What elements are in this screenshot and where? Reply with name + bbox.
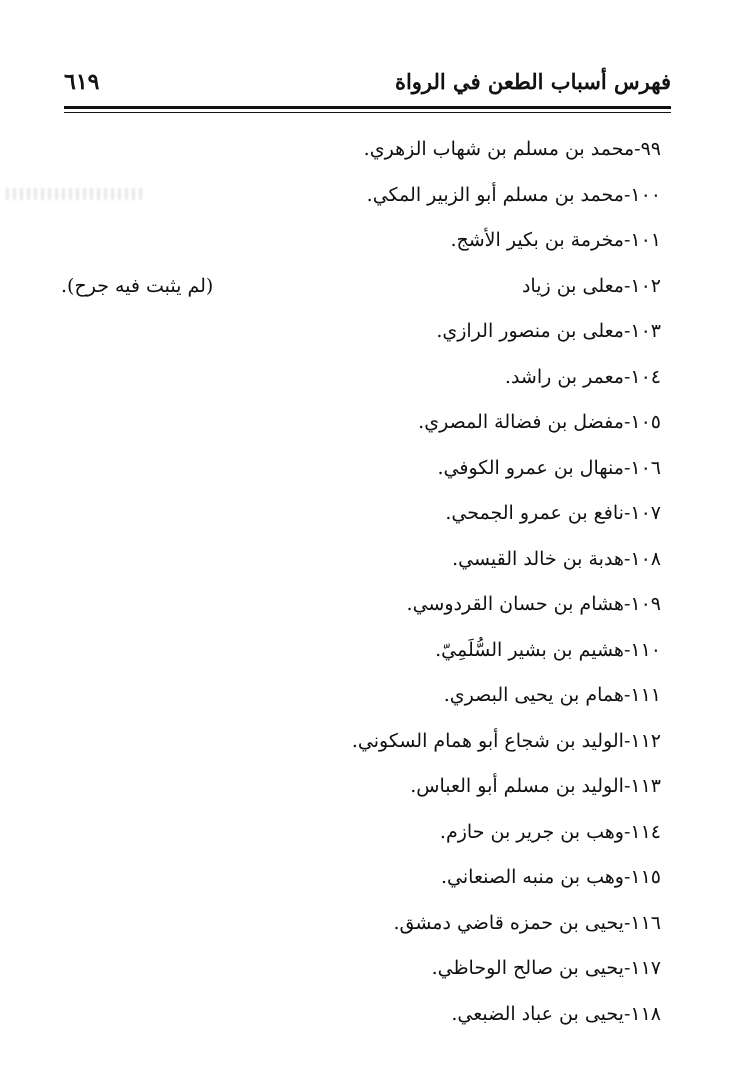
entry-text: ١٠٦-منهال بن عمرو الكوفي. <box>437 456 661 479</box>
running-head <box>64 62 671 102</box>
running-head-title: فهرس أسباب الطعن في الرواة <box>394 69 671 94</box>
entry-text: ١٠٠-محمد بن مسلم أبو الزبير المكي. <box>366 183 661 206</box>
entry-text: ١١٠-هشيم بن بشير السُّلَمِيّ. <box>435 638 661 661</box>
entry-text: ١١١-همام بن يحيى البصري. <box>443 684 661 706</box>
index-entry <box>61 355 661 401</box>
entry-text: ٩٩-محمد بن مسلم بن شهاب الزهري. <box>363 138 661 160</box>
index-entry <box>61 537 661 583</box>
index-entry <box>61 309 661 355</box>
entry-text: ١١٦-يحيى بن حمزه قاضي دمشق. <box>393 911 661 934</box>
entry-text: ١١٣-الوليد بن مسلم أبو العباس. <box>410 775 661 797</box>
index-entry <box>61 719 661 765</box>
index-entry <box>61 628 661 674</box>
index-entry <box>61 946 661 992</box>
entry-text: ١٠٢-معلى بن زياد <box>521 274 661 297</box>
index-entry <box>61 491 661 537</box>
index-entry <box>61 264 661 310</box>
index-entry <box>61 992 661 1038</box>
page-number: ٦١٩ <box>64 69 100 95</box>
entry-text: ١٠٤-معمر بن راشد. <box>504 365 661 388</box>
index-entry <box>61 810 661 856</box>
index-entry <box>61 218 661 264</box>
entry-text: ١١٢-الوليد بن شجاع أبو همام السكوني. <box>351 729 661 752</box>
entry-text: ١١٨-يحيى بن عباد الضبعي. <box>451 1002 661 1025</box>
narrator-index-list <box>61 127 661 1037</box>
index-entry <box>61 400 661 446</box>
index-entry <box>61 764 661 810</box>
entry-text: ١١٥-وهب بن منبه الصنعاني. <box>441 866 661 888</box>
entry-text: ١٠١-مخرمة بن بكير الأشج. <box>450 229 661 251</box>
entry-note: (لم يثبت فيه جرح). <box>61 274 214 297</box>
entry-text: ١٠٩-هشام بن حسان القردوسي. <box>406 593 661 615</box>
index-entry <box>61 901 661 947</box>
entry-text: ١١٧-يحيى بن صالح الوحاظي. <box>431 957 661 979</box>
entry-text: ١٠٥-مفضل بن فضالة المصري. <box>418 411 661 433</box>
index-entry <box>61 855 661 901</box>
index-entry <box>61 673 661 719</box>
index-entry <box>61 446 661 492</box>
header-rule-thick <box>64 106 671 109</box>
index-entry <box>61 127 661 173</box>
entry-text: ١٠٧-نافع بن عمرو الجمحي. <box>445 502 661 524</box>
index-entry <box>61 173 661 219</box>
index-entry <box>61 582 661 628</box>
header-rule-thin <box>64 112 671 113</box>
entry-text: ١٠٨-هدبة بن خالد القيسي. <box>452 547 661 570</box>
entry-text: ١١٤-وهب بن جرير بن حازم. <box>439 820 661 843</box>
entry-text: ١٠٣-معلى بن منصور الرازي. <box>436 320 661 342</box>
